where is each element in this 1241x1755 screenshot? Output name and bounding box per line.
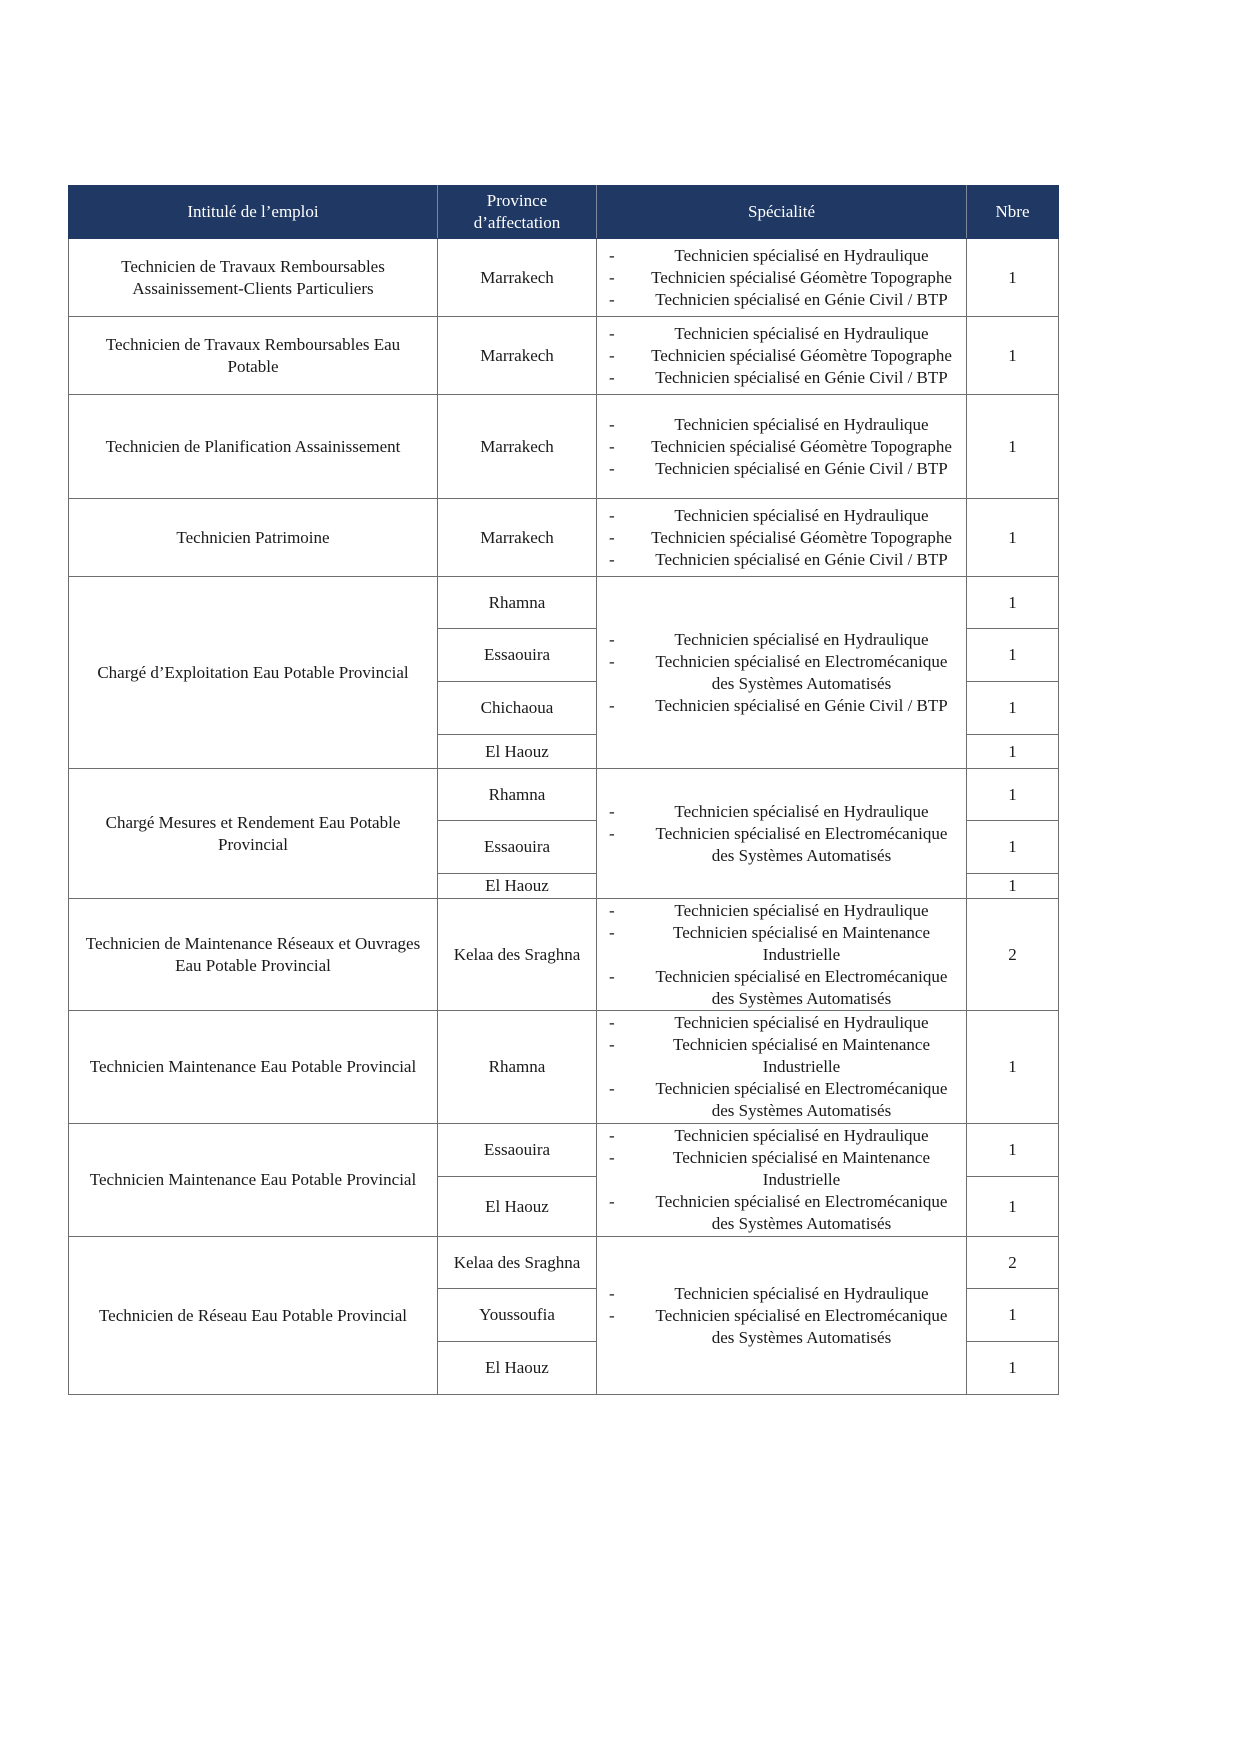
count: 1 (967, 769, 1059, 821)
count: 1 (967, 1289, 1059, 1342)
job-title: Technicien Maintenance Eau Potable Provincial (69, 1124, 438, 1237)
header-speciality: Spécialité (597, 186, 967, 239)
speciality-item: - Technicien spécialisé en Génie Civil / BTP (603, 289, 960, 311)
speciality-item: - Technicien spécialisé en Hydraulique (603, 1125, 960, 1147)
speciality-item: - Technicien spécialisé en Hydraulique (603, 629, 960, 651)
speciality-list (603, 900, 960, 1010)
count: 1 (967, 682, 1059, 735)
count: 1 (967, 629, 1059, 682)
province: Youssoufia (438, 1289, 597, 1342)
job-title: Technicien Maintenance Eau Potable Provincial (69, 1011, 438, 1124)
table-row (69, 395, 1059, 499)
job-offers-table (68, 185, 1059, 1395)
speciality-cell (597, 1237, 967, 1395)
speciality-item: - Technicien spécialisé Géomètre Topographe (603, 345, 960, 367)
speciality-cell (597, 1124, 967, 1237)
table-row (69, 317, 1059, 395)
speciality-cell (597, 499, 967, 577)
job-title: Chargé d’Exploitation Eau Potable Provincial (69, 577, 438, 769)
speciality-item: - Technicien spécialisé en Hydraulique (603, 414, 960, 436)
province: Rhamna (438, 1011, 597, 1124)
table-row (69, 899, 1059, 1011)
speciality-item: - Technicien spécialisé en Electromécanique des Systèmes Automatisés (603, 1191, 960, 1235)
header-title: Intitulé de l’emploi (69, 186, 438, 239)
province: Marrakech (438, 395, 597, 499)
speciality-item: - Technicien spécialisé en Hydraulique (603, 505, 960, 527)
job-title: Technicien de Réseau Eau Potable Provincial (69, 1237, 438, 1395)
speciality-cell (597, 239, 967, 317)
speciality-item: - Technicien spécialisé Géomètre Topographe (603, 436, 960, 458)
province: El Haouz (438, 735, 597, 769)
speciality-item: - Technicien spécialisé en Electromécanique des Systèmes Automatisés (603, 651, 960, 695)
speciality-list (603, 801, 960, 867)
speciality-item: - Technicien spécialisé en Electromécanique des Systèmes Automatisés (603, 1078, 960, 1122)
province: Rhamna (438, 769, 597, 821)
count: 1 (967, 239, 1059, 317)
header-province: Province d’affectation (438, 186, 597, 239)
province: Marrakech (438, 499, 597, 577)
speciality-cell (597, 1011, 967, 1124)
speciality-item: - Technicien spécialisé en Hydraulique (603, 323, 960, 345)
speciality-item: - Technicien spécialisé en Maintenance Industrielle (603, 1034, 960, 1078)
province: Essaouira (438, 629, 597, 682)
job-title: Technicien de Planification Assainissement (69, 395, 438, 499)
province: El Haouz (438, 874, 597, 899)
count: 2 (967, 1237, 1059, 1289)
speciality-item: - Technicien spécialisé Géomètre Topographe (603, 527, 960, 549)
job-title: Chargé Mesures et Rendement Eau Potable Provincial (69, 769, 438, 899)
province: Rhamna (438, 577, 597, 629)
speciality-list (603, 1283, 960, 1349)
speciality-item: - Technicien spécialisé en Hydraulique (603, 801, 960, 823)
table-row (69, 1011, 1059, 1124)
speciality-item: - Technicien spécialisé en Génie Civil / BTP (603, 367, 960, 389)
table-row (69, 1124, 1059, 1177)
province: Kelaa des Sraghna (438, 1237, 597, 1289)
count: 1 (967, 1342, 1059, 1395)
province: El Haouz (438, 1177, 597, 1237)
count: 1 (967, 1177, 1059, 1237)
province: Marrakech (438, 239, 597, 317)
count: 1 (967, 1124, 1059, 1177)
table-row (69, 577, 1059, 629)
speciality-cell (597, 769, 967, 899)
speciality-list (603, 414, 960, 480)
province: Chichaoua (438, 682, 597, 735)
province: Kelaa des Sraghna (438, 899, 597, 1011)
province: Marrakech (438, 317, 597, 395)
speciality-cell (597, 577, 967, 769)
speciality-item: - Technicien spécialisé en Electromécanique des Systèmes Automatisés (603, 966, 960, 1010)
speciality-item: - Technicien spécialisé en Maintenance Industrielle (603, 922, 960, 966)
speciality-list (603, 1012, 960, 1122)
speciality-cell (597, 395, 967, 499)
table-header-row (69, 186, 1059, 239)
count: 1 (967, 1011, 1059, 1124)
speciality-item: - Technicien spécialisé en Hydraulique (603, 245, 960, 267)
province: El Haouz (438, 1342, 597, 1395)
speciality-item: - Technicien spécialisé en Electromécanique des Systèmes Automatisés (603, 823, 960, 867)
speciality-list (603, 505, 960, 571)
job-title: Technicien de Maintenance Réseaux et Ouvrages Eau Potable Provincial (69, 899, 438, 1011)
job-title: Technicien de Travaux Remboursables Assainissement-Clients Particuliers (69, 239, 438, 317)
speciality-item: - Technicien spécialisé en Electromécanique des Systèmes Automatisés (603, 1305, 960, 1349)
speciality-item: - Technicien spécialisé en Maintenance Industrielle (603, 1147, 960, 1191)
speciality-list (603, 245, 960, 311)
speciality-item: - Technicien spécialisé en Génie Civil / BTP (603, 695, 960, 717)
count: 1 (967, 821, 1059, 874)
speciality-list (603, 1125, 960, 1235)
count: 1 (967, 577, 1059, 629)
speciality-item: - Technicien spécialisé en Hydraulique (603, 900, 960, 922)
speciality-list (603, 323, 960, 389)
speciality-item: - Technicien spécialisé en Hydraulique (603, 1012, 960, 1034)
table-row (69, 769, 1059, 821)
job-title: Technicien Patrimoine (69, 499, 438, 577)
province: Essaouira (438, 821, 597, 874)
count: 2 (967, 899, 1059, 1011)
count: 1 (967, 395, 1059, 499)
count: 1 (967, 874, 1059, 899)
speciality-cell (597, 899, 967, 1011)
speciality-item: - Technicien spécialisé en Génie Civil / BTP (603, 458, 960, 480)
table-row (69, 239, 1059, 317)
speciality-item: - Technicien spécialisé en Hydraulique (603, 1283, 960, 1305)
count: 1 (967, 499, 1059, 577)
count: 1 (967, 317, 1059, 395)
speciality-list (603, 629, 960, 717)
speciality-cell (597, 317, 967, 395)
count: 1 (967, 735, 1059, 769)
header-count: Nbre (967, 186, 1059, 239)
table-row (69, 1237, 1059, 1289)
table-row (69, 499, 1059, 577)
speciality-item: - Technicien spécialisé Géomètre Topographe (603, 267, 960, 289)
job-title: Technicien de Travaux Remboursables Eau Potable (69, 317, 438, 395)
speciality-item: - Technicien spécialisé en Génie Civil / BTP (603, 549, 960, 571)
province: Essaouira (438, 1124, 597, 1177)
